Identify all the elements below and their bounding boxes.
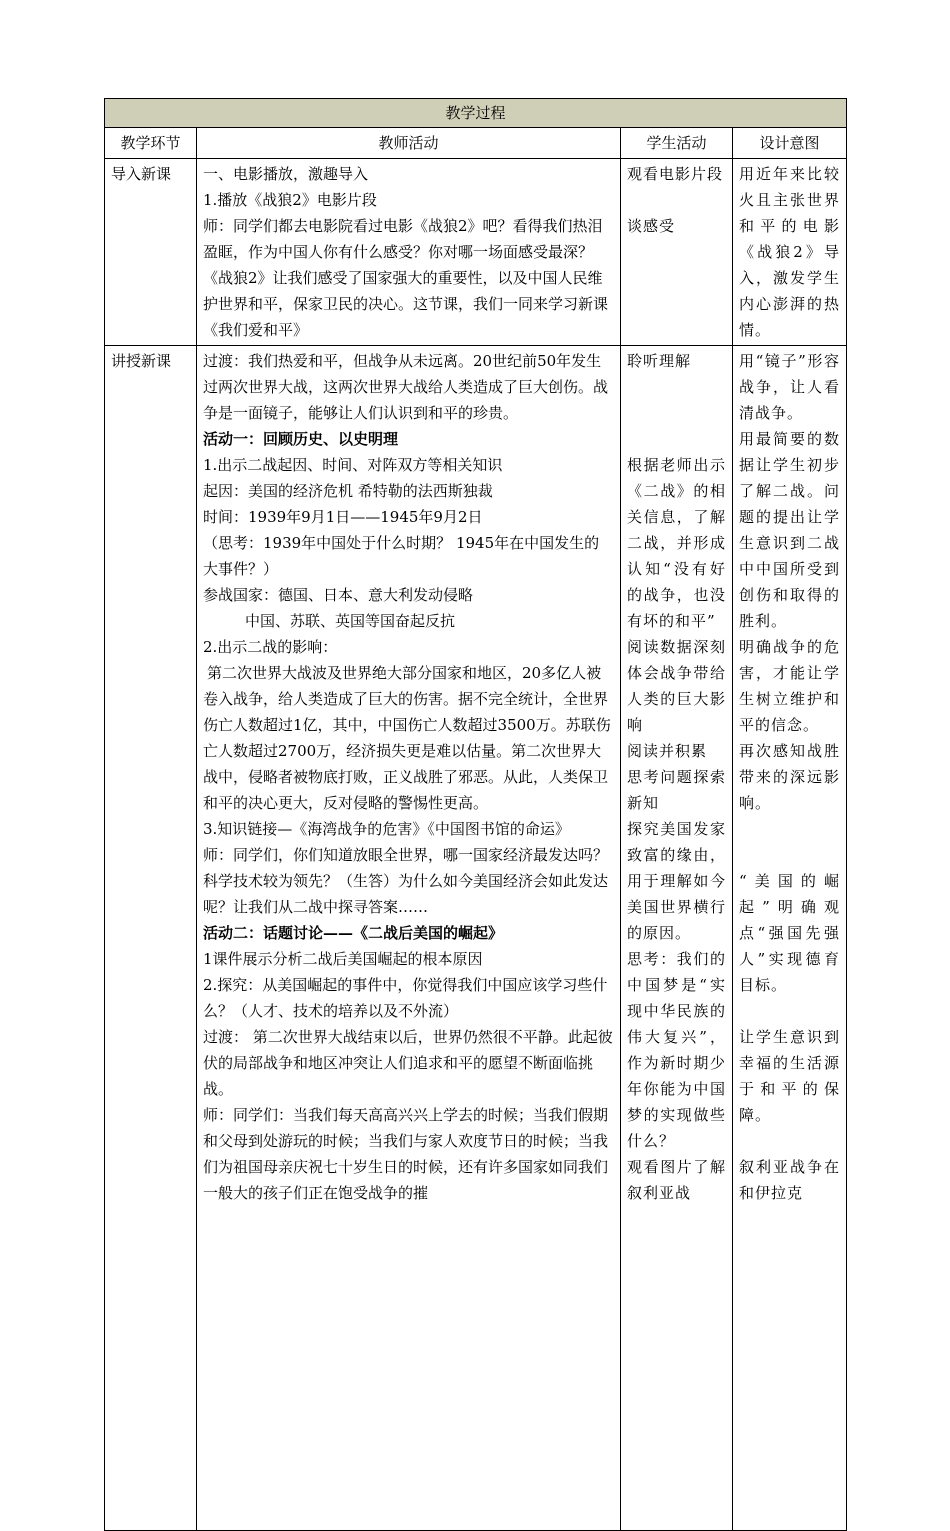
design-line: 明确战争的危害，才能让学生树立维护和平的信念。 — [739, 638, 841, 734]
teacher-paragraph: （思考：1939年中国处于什么时期？ 1945年在中国发生的大事件？） — [203, 534, 600, 578]
design-line: 叙利亚战争在和伊拉克 — [739, 1158, 841, 1202]
activity-heading: 活动一：回顾历史、以史明理 — [203, 430, 399, 448]
student-line: 谈感受 — [627, 217, 676, 235]
teacher-cell — [197, 159, 621, 346]
student-line: 聆听理解 — [627, 352, 692, 370]
teacher-paragraph: 过渡： 第二次世界大战结束以后，世界仍然很不平静。此起彼伏的局部战争和地区冲突让人们追求和平的愿望不断面临挑战。 — [203, 1028, 613, 1098]
spacer — [627, 400, 726, 426]
design-line: 再次感知战胜带来的深远影响。 — [739, 742, 841, 812]
spacer — [627, 426, 726, 452]
activity-heading: 活动二：话题讨论——《二战后美国的崛起》 — [203, 924, 504, 942]
teaching-process-table — [104, 98, 847, 1531]
teacher-line: 一、电影播放，激趣导入 — [203, 165, 369, 183]
teacher-paragraph: 2.出示二战的影响： — [203, 638, 338, 656]
spacer — [739, 816, 840, 842]
spacer — [739, 1128, 840, 1154]
student-line: 阅读并积累 — [627, 742, 708, 760]
teacher-paragraph: 第二次世界大战波及世界绝大部分国家和地区，20多亿人被卷入战争，给人类造成了巨大的伤害。据不完全统计，全世界伤亡人数超过1亿，其中，中国伤亡人数超过3500万。苏联伤亡人数超过2700万，经济损失更是难以估量。第二次世界大战中，侵略者被物底打败，正义战胜了邪恶。从此，人类保卫和平的决心更大，反对侵略的警惕性更高。 — [203, 664, 611, 812]
design-line: “美国的崛起”明确观点“强国先强人”实现德育目标。 — [739, 872, 841, 994]
design-cell — [733, 346, 847, 1531]
student-line: 观看电影片段 — [627, 165, 724, 183]
stage-cell: 讲授新课 — [105, 346, 197, 1531]
teacher-line: 1.播放《战狼2》电影片段 — [203, 191, 377, 209]
teacher-paragraph: 起因：美国的经济危机 希特勒的法西斯独裁 — [203, 482, 493, 500]
design-cell: 用近年来比较火且主张世界和平的电影《战狼2》导入，激发学生内心澎湃的热情。 — [733, 159, 847, 346]
teacher-paragraph: 1课件展示分析二战后美国崛起的根本原因 — [203, 950, 483, 968]
design-line: 让学生意识到幸福的生活源于和平的保障。 — [739, 1028, 841, 1124]
design-line: 用最简要的数据让学生初步了解二战。问题的提出让学生意识到二战中中国所受到创伤和取得的胜利。 — [739, 430, 841, 630]
student-line: 思考问题探索新知 — [627, 768, 726, 812]
spacer — [627, 187, 726, 213]
teacher-paragraph: 中国、苏联、英国等国奋起反抗 — [245, 612, 456, 630]
student-line: 阅读数据深刻体会战争带给人类的巨大影响 — [627, 638, 726, 734]
table-title: 教学过程 — [105, 99, 847, 128]
teacher-cell — [197, 346, 621, 1531]
design-line: 用“镜子”形容战争，让人看清战争。 — [739, 352, 841, 422]
header-stage: 教学环节 — [105, 128, 197, 159]
student-line: 根据老师出示《二战》的相关信息，了解二战，并形成认知“没有好的战争，也没有坏的和平” — [627, 456, 726, 630]
teacher-paragraph: 1.出示二战起因、时间、对阵双方等相关知识 — [203, 456, 503, 474]
teacher-paragraph: 时间：1939年9月1日——1945年9月2日 — [203, 508, 483, 526]
table-row — [105, 346, 847, 1531]
header-teacher: 教师活动 — [197, 128, 621, 159]
student-line: 探究美国发家致富的缘由，用于理解如今美国世界横行的原因。 — [627, 820, 726, 942]
student-cell — [621, 159, 733, 346]
student-line: 观看图片了解叙利亚战 — [627, 1158, 726, 1202]
header-design: 设计意图 — [733, 128, 847, 159]
student-line: 思考：我们的中国梦是“实现中华民族的伟大复兴”，作为新时期少年你能为中国梦的实现做些什么？ — [627, 950, 726, 1150]
table-row — [105, 159, 847, 346]
teacher-paragraph: 2.探究：从美国崛起的事件中，你觉得我们中国应该学习些什么？（人才、技术的培养以及不外流） — [203, 976, 608, 1020]
teacher-paragraph: 3.知识链接—《海湾战争的危害》《中国图书馆的命运》 — [203, 820, 570, 838]
teacher-paragraph: 过渡：我们热爱和平，但战争从未远离。20世纪前50年发生过两次世界大战，这两次世界大战给人类造成了巨大创伤。战争是一面镜子，能够让人们认识到和平的珍贵。 — [203, 352, 609, 422]
teacher-paragraph: 师：同学们：当我们每天高高兴兴上学去的时候；当我们假期和父母到处游玩的时候；当我们与家人欢度节日的时候；当我们为祖国母亲庆祝七十岁生日的时候，还有许多国家如同我们一般大的孩子们正在饱受战争的摧 — [203, 1106, 609, 1202]
student-cell — [621, 346, 733, 1531]
teacher-line: 师：同学们都去电影院看过电影《战狼2》吧？看得我们热泪盈眶，作为中国人你有什么感受？你对哪一场面感受最深？《战狼2》让我们感受了国家强大的重要性，以及中国人民维护世界和平，保家卫民的决心。这节课，我们一同来学习新课《我们爱和平》 — [203, 217, 609, 339]
teacher-paragraph: 参战国家：德国、日本、意大利发动侵略 — [203, 586, 474, 604]
teacher-paragraph: 师：同学们，你们知道放眼全世界，哪一国家经济最发达吗？科学技术较为领先？（生答）为什么如今美国经济会如此发达呢？让我们从二战中探寻答案…… — [203, 846, 609, 916]
stage-cell: 导入新课 — [105, 159, 197, 346]
header-student: 学生活动 — [621, 128, 733, 159]
spacer — [627, 374, 726, 400]
spacer — [739, 842, 840, 868]
spacer — [739, 998, 840, 1024]
